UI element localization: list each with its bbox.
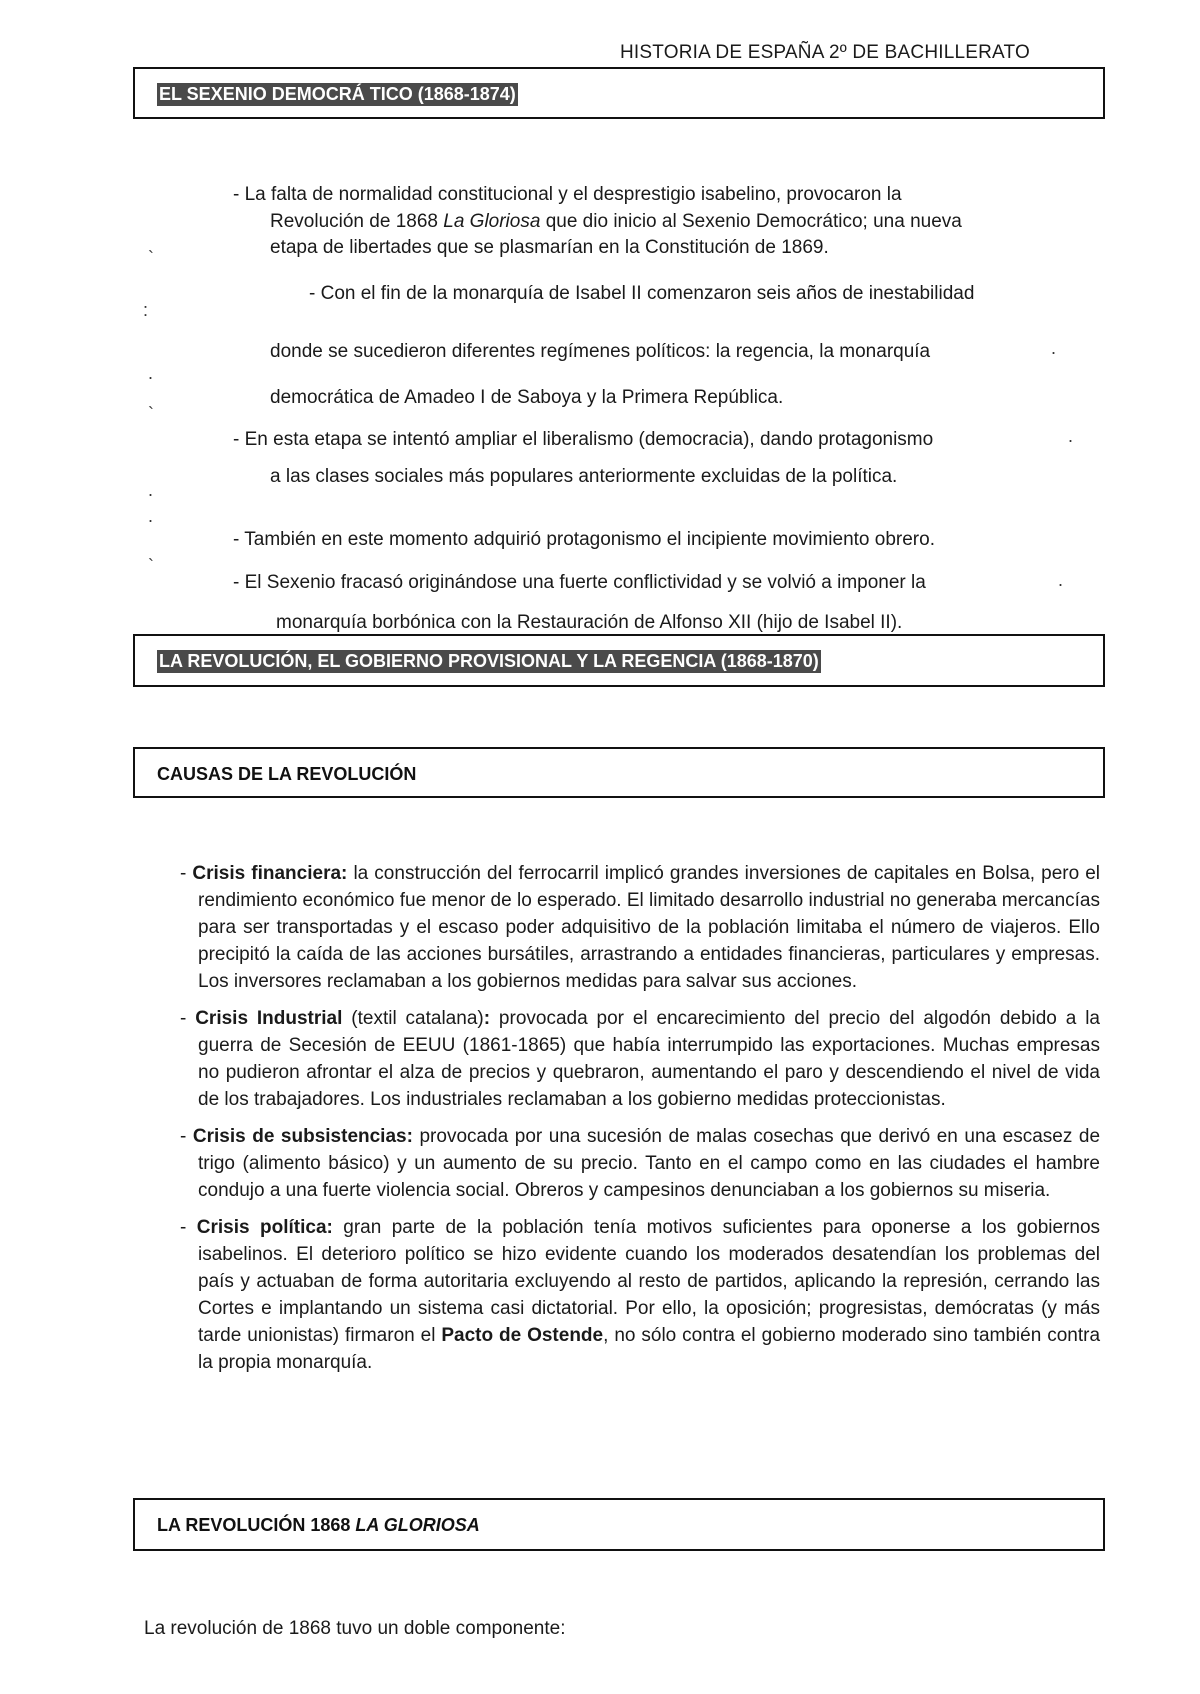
margin-mark: `: [148, 404, 154, 424]
sexenio-line-4: - Con el fin de la monarquía de Isabel II comenzaron seis años de inestabilidad: [309, 283, 975, 304]
sexenio-line-8: a las clases sociales más populares anteriormente excluidas de la política.: [270, 466, 898, 487]
cause-item: - Crisis política: gran parte de la población tenía motivos suficientes para oponerse a los gobiernos isabelinos. El deterioro político se hizo evidente cuando los moderados desatendían los problemas del país y actuaban de forma autoritaria excluyendo al resto de partidos, aplicando la represión, cerrando las Cortes e implantando un sistema casi dictatorial. Por ello, la oposición; progresistas, demócratas (y más tarde unionistas) firmaron el Pacto de Ostende, no sólo contra el gobierno moderado sino también contra la propia monarquía.: [180, 1217, 1101, 1373]
sexenio-line-6: democrática de Amadeo I de Saboya y la Primera República.: [270, 387, 784, 408]
margin-mark: `: [148, 556, 154, 576]
cause-item: - Crisis financiera: la construcción del ferrocarril implicó grandes inversiones de capitales en Bolsa, pero el rendimiento económico fue menor de lo esperado. El limitado desarrollo industrial no generaba mercancías para ser transportadas y el escaso poder adquisitivo de la población limitaba el número de viajeros. Ello precipitó la caída de las acciones bursátiles, arrastrando a entidades financieras, particulares y empresas. Los inversores reclamaban a los gobiernos medidas para salvar sus acciones.: [180, 863, 1101, 992]
pacto-de-ostende: Pacto de Ostende: [441, 1325, 604, 1346]
cause-item: - Crisis de subsistencias: provocada por una sucesión de malas cosechas que derivó en una escasez de trigo (alimento básico) y un aumento de su precio. Tanto en el campo como en las ciudades el hambre condujo a una fuerte violencia social. Obreros y campesinos denunciaban a los gobiernos su miseria.: [180, 1126, 1101, 1201]
section-title-box-sexenio: [133, 67, 1105, 119]
margin-mark: :: [143, 300, 149, 320]
cause-colon: :: [483, 1008, 491, 1029]
cause-lead: Crisis Industrial: [195, 1008, 343, 1029]
section-title-revolucion-regencia: LA REVOLUCIÓN, EL GOBIERNO PROVISIONAL Y LA REGENCIA (1868-1870): [159, 651, 819, 671]
section-title-causas: CAUSAS DE LA REVOLUCIÓN: [157, 764, 417, 784]
section-title-sexenio: EL SEXENIO DEMOCRÁ TICO (1868-1874): [159, 84, 516, 104]
causes-list: [180, 860, 1100, 1376]
section-title-gloriosa-italic: LA GLORIOSA: [355, 1515, 480, 1535]
margin-mark: .: [1051, 338, 1057, 358]
sexenio-line-10: - El Sexenio fracasó originándose una fuerte conflictividad y se volvió a imponer la: [233, 572, 926, 593]
section-title-box-causas: [133, 747, 1105, 798]
cause-text: gran parte de la población tenía motivos suficientes para oponerse a los gobiernos isabelinos. El deterioro político se hizo evidente cuando los moderados desatendían los problemas del país y actuaban de forma autoritaria excluyendo al resto de partidos, aplicando la represión, cerrando las Cortes e implantando un sistema casi dictatorial. Por ello, la oposición; progresistas, demócratas (y más tarde unionistas) firmaron el: [198, 1217, 1101, 1346]
sexenio-line-2b: que dio inicio al Sexenio Democrático; una nueva: [545, 211, 962, 232]
sexenio-line-1: - La falta de normalidad constitucional y el desprestigio isabelino, provocaron la: [233, 184, 902, 205]
section-title-box-revolucion: [133, 634, 1105, 687]
margin-mark: .: [148, 506, 154, 526]
gloriosa-intro: La revolución de 1868 tuvo un doble componente:: [144, 1618, 566, 1639]
cause-text: la construcción del ferrocarril implicó grandes inversiones de capitales en Bolsa, pero el rendimiento económico fue menor de lo esperado. El limitado desarrollo industrial no generaba mercancías para ser transportadas y el escaso poder adquisitivo de la población limitaba el número de viajeros. Ello precipitó la caída de las acciones bursátiles, arrastrando a entidades financieras, particulares y empresas. Los inversores reclamaban a los gobiernos medidas para salvar sus acciones.: [198, 863, 1101, 992]
running-header: HISTORIA DE ESPAÑA 2º DE BACHILLERATO: [620, 42, 1030, 63]
margin-mark: .: [148, 363, 154, 383]
sexenio-line-2a: Revolución de 1868: [270, 211, 438, 232]
cause-lead: Crisis política:: [196, 1217, 333, 1238]
margin-mark: .: [148, 480, 154, 500]
sexenio-line-5: donde se sucedieron diferentes regímenes políticos: la regencia, la monarquía: [270, 341, 931, 362]
cause-text-end: , no sólo contra el gobierno moderado sino también contra la propia monarquía.: [198, 1325, 1101, 1373]
cause-sub: (textil catalana): [351, 1008, 484, 1029]
cause-lead: Crisis de subsistencias:: [192, 1126, 413, 1147]
section-title-gloriosa: [157, 1515, 480, 1536]
sexenio-line-3: etapa de libertades que se plasmarían en la Constitución de 1869.: [270, 237, 829, 258]
section-title-gloriosa-plain: LA REVOLUCIÓN 1868: [157, 1515, 351, 1535]
sexenio-line-2: [270, 211, 962, 233]
cause-item: - Crisis Industrial (textil catalana): provocada por el encarecimiento del precio del algodón debido a la guerra de Secesión de EEUU (1861-1865) que había interrumpido las exportaciones. Muchas empresas no pudieron afrontar el alza de precios y quebraron, aumentando el paro y descendiendo el nivel de vida de los trabajadores. Los industriales reclamaban a los gobierno medidas proteccionistas.: [180, 1008, 1100, 1110]
margin-mark: .: [1068, 426, 1074, 446]
sexenio-line-11: monarquía borbónica con la Restauración de Alfonso XII (hijo de Isabel II).: [276, 612, 903, 633]
cause-text: provocada por el encarecimiento del precio del algodón debido a la guerra de Secesión de EEUU (1861-1865) que había interrumpido las exportaciones. Muchas empresas no pudieron afrontar el alza de precios y quebraron, aumentando el paro y descendiendo el nivel de vida de los trabajadores. Los industriales reclamaban a los gobierno medidas proteccionistas.: [198, 1008, 1100, 1110]
sexenio-line-9: - También en este momento adquirió protagonismo el incipiente movimiento obrero.: [233, 529, 935, 550]
margin-mark: `: [148, 248, 154, 268]
cause-text: provocada por una sucesión de malas cosechas que derivó en una escasez de trigo (alimento básico) y un aumento de su precio. Tanto en el campo como en las ciudades el hambre condujo a una fuerte violencia social. Obreros y campesinos denunciaban a los gobiernos su miseria.: [198, 1126, 1101, 1201]
sexenio-line-7: - En esta etapa se intentó ampliar el liberalismo (democracia), dando protagonismo: [233, 429, 934, 450]
cause-lead: Crisis financiera:: [192, 863, 348, 884]
section-title-box-gloriosa: [133, 1498, 1105, 1551]
la-gloriosa-italic: La Gloriosa: [443, 211, 541, 232]
margin-mark: .: [1058, 570, 1064, 590]
